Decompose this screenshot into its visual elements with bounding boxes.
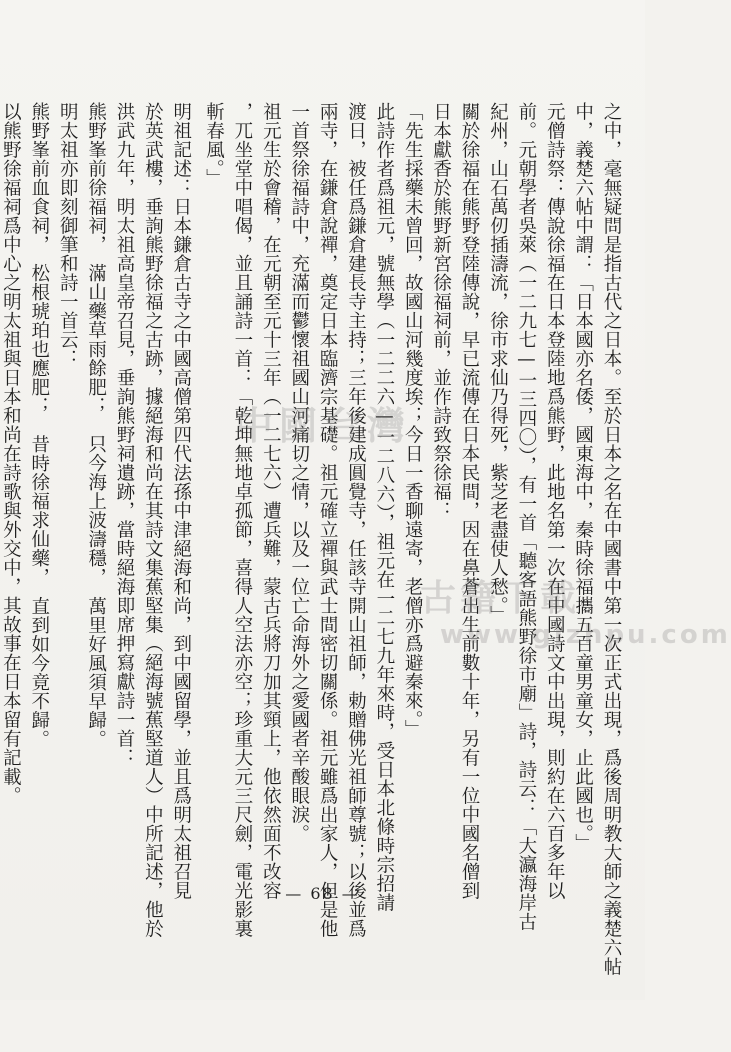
text-column-11: 兩寺，在鎌倉說禪，奠定日本臨濟宗基礎。祖元確立禪與武士間密切關係。祖元雖爲出家人，但是他 bbox=[317, 102, 339, 938]
text-column-12: 一首祭徐福詩中，充滿而鬱懷祖國山河痛切之情，以及一位亡命海外之愛國者辛酸眼淚。 bbox=[288, 102, 310, 843]
text-column-19: 洪武九年，明太祖高皇帝召見，垂詢熊野祠遺跡，當時絕海即席押寫獻詩一首： bbox=[113, 102, 135, 767]
watermark-text-1: 中國台灣 bbox=[235, 404, 412, 448]
text-column-8: 「先生採藥未曾回，故國山河幾度埃；今日一香聊遠寄，老僧亦爲避秦來。」 bbox=[402, 102, 424, 739]
text-column-5: 紀州，山石萬仞插濤流，徐市求仙乃得死，紫芝老盡使人愁。」 bbox=[487, 102, 509, 625]
text-column-6: 關於徐福在熊野登陸傳說，早已流傳在日本民間，因在鼻蒼出生前數十年，另有一位中國名僧到 bbox=[459, 102, 481, 900]
text-column-23: 以熊野徐福祠爲中心之明太祖與日本和尚在詩歌與外交中，其故事在日本留有記載。 bbox=[0, 102, 22, 805]
text-column-15: 斬春風。」 bbox=[203, 102, 225, 188]
text-column-9: 此詩作者爲祖元，號無學（一二二六—一二八六），祖元在一二七九年來時，受日本北條時宗招請 bbox=[373, 102, 395, 913]
text-column-10: 渡日，被任爲鎌倉建長寺主持；三年後建成圓覺寺，任該寺開山祖師，勅贈佛光祖師尊號；以後並爲 bbox=[345, 102, 367, 938]
text-column-14: ，兀坐堂中唱偈，並且誦詩一首：「乾坤無地卓孤節，喜得人空法亦空；珍重大元三尺劍，電光影裏 bbox=[231, 102, 253, 938]
watermark-text-2: 古籍下載 bbox=[420, 578, 581, 619]
vertical-text-body bbox=[0, 102, 623, 976]
page-number: — 68 — bbox=[285, 884, 360, 903]
text-column-1: 之中，毫無疑問是指古代之日本。至於日本之名在中國書中第一次正式出現，爲後周明教大師之義楚六帖 bbox=[601, 102, 622, 976]
text-column-2: 中，義楚六帖中謂：「日本國亦名倭，國東海中，秦時徐福攜五百童男童女，止此國也。」 bbox=[572, 102, 594, 853]
text-column-4: 前。元朝學者吳萊（一二九七—一三四〇），有一首「聽客語熊野徐市廟」詩，詩云：「大瀛海岸古 bbox=[515, 102, 537, 932]
text-column-13: 祖元生於會稽，在元朝至元十三年（一二七六）遭兵難，蒙古兵將刀加其頸上，他依然面不改容 bbox=[260, 102, 282, 900]
watermark-url: www.gjzhpu.com bbox=[440, 620, 731, 650]
text-column-22: 熊野峯前血食祠， 松根琥珀也應肥； 昔時徐福求仙藥， 直到如今竟不歸。 bbox=[28, 102, 50, 749]
text-column-18: 於英武樓，垂詢熊野徐福之古跡，據絕海和尚在其詩文集蕉堅集（絕海號蕉堅道人）中所記述，他於 bbox=[142, 102, 164, 938]
text-column-21: 明太祖亦即刻御筆和詩一首云： bbox=[57, 102, 79, 368]
text-column-3: 元僧詩祭：傳說徐福在日本登陸地爲熊野，此地名第一次在中國詩文中出現，則約在六百多年以 bbox=[544, 102, 566, 900]
text-column-17: 明祖記述：日本鎌倉古寺之中國高僧第四代法孫中津絕海和尚，到中國留學，並且爲明太祖召見 bbox=[170, 102, 192, 900]
text-column-7: 日本獻香於熊野新宮徐福祠前，並作詩致祭徐福： bbox=[430, 102, 452, 520]
text-column-20: 熊野峯前徐福祠， 滿山藥草雨餘肥； 只今海上波濤穩， 萬里好風須早歸。 bbox=[85, 102, 107, 749]
